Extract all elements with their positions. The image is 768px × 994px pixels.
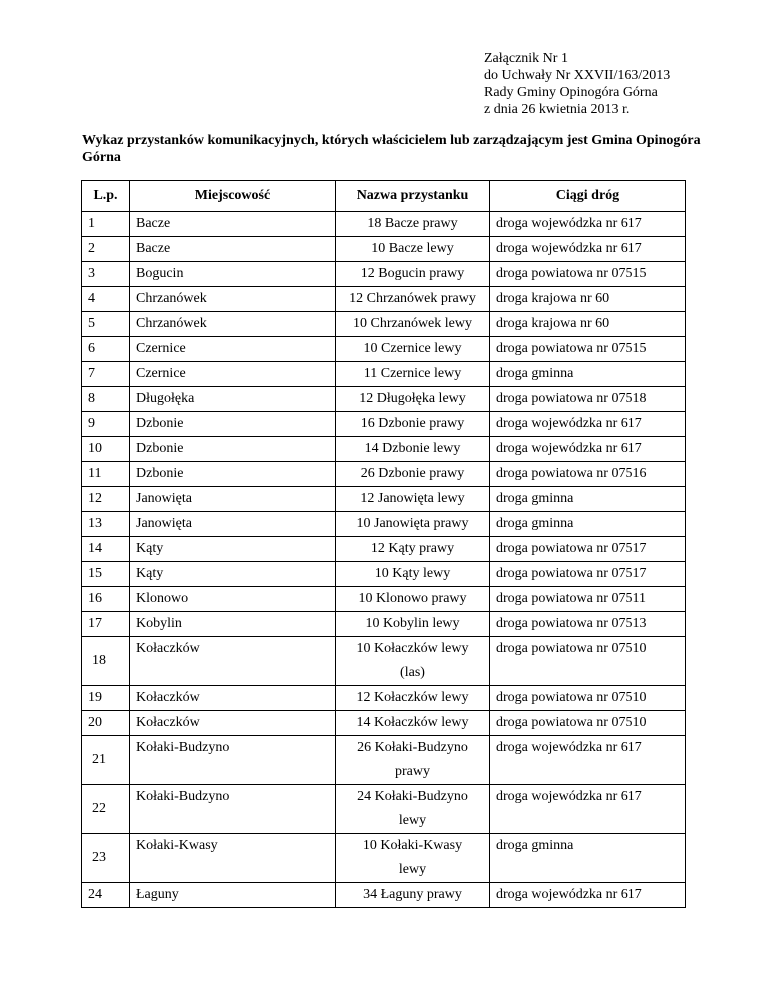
- row-road: droga wojewódzka nr 617: [490, 437, 686, 462]
- row-number: 20: [82, 711, 130, 736]
- table-row: [82, 612, 686, 637]
- row-place: Kołaki-Kwasy: [130, 834, 336, 883]
- row-road: droga powiatowa nr 07511: [490, 587, 686, 612]
- row-stop-name: [336, 834, 490, 883]
- resolution-number: do Uchwały Nr XXVII/163/2013: [484, 68, 671, 83]
- stop-name-line: 10 Chrzanówek lewy: [353, 316, 472, 331]
- row-stop-name: [336, 362, 490, 387]
- attachment-header: [484, 50, 670, 118]
- row-place: Czernice: [130, 362, 336, 387]
- stop-name-line: 10 Bacze lewy: [371, 241, 454, 256]
- row-road: droga powiatowa nr 07510: [490, 637, 686, 686]
- row-place: Klonowo: [130, 587, 336, 612]
- row-number: 17: [82, 612, 130, 637]
- stop-name-line: 12 Kołaczków lewy: [356, 690, 469, 705]
- row-place: Kołaki-Budzyno: [130, 785, 336, 834]
- table-row: [82, 487, 686, 512]
- column-header-road: Ciągi dróg: [490, 181, 686, 212]
- stop-name-line: 12 Długołęka lewy: [359, 391, 466, 406]
- table-row: [82, 637, 686, 686]
- bus-stops-table: [81, 180, 686, 908]
- row-number: 12: [82, 487, 130, 512]
- row-number: 5: [82, 312, 130, 337]
- row-place: Chrzanówek: [130, 287, 336, 312]
- column-header-place: Miejscowość: [130, 181, 336, 212]
- column-header-lp: L.p.: [82, 181, 130, 212]
- document-title: Wykaz przystanków komunikacyjnych, których właścicielem lub zarządzającym jest Gmina Opinogóra Górna: [82, 133, 701, 165]
- row-place: Dzbonie: [130, 462, 336, 487]
- row-place: Janowięta: [130, 512, 336, 537]
- row-road: droga powiatowa nr 07510: [490, 711, 686, 736]
- row-stop-name: [336, 462, 490, 487]
- row-place: Chrzanówek: [130, 312, 336, 337]
- row-place: Bacze: [130, 212, 336, 237]
- row-road: droga powiatowa nr 07517: [490, 562, 686, 587]
- row-place: Kąty: [130, 562, 336, 587]
- stop-name-line: 12 Bogucin prawy: [360, 266, 465, 281]
- row-road: droga wojewódzka nr 617: [490, 412, 686, 437]
- row-number: 11: [82, 462, 130, 487]
- stop-name-line: 10 Janowięta prawy: [356, 516, 469, 531]
- row-stop-name: [336, 785, 490, 834]
- row-stop-name: [336, 587, 490, 612]
- row-road: droga gminna: [490, 834, 686, 883]
- row-road: droga wojewódzka nr 617: [490, 883, 686, 908]
- council-name: Rady Gminy Opinogóra Górna: [484, 85, 658, 100]
- attachment-number: Załącznik Nr 1: [484, 51, 568, 66]
- row-place: Łaguny: [130, 883, 336, 908]
- stop-name-line: 12 Janowięta lewy: [360, 491, 465, 506]
- row-number: 7: [82, 362, 130, 387]
- row-road: droga gminna: [490, 487, 686, 512]
- row-place: Kołaczków: [130, 637, 336, 686]
- row-number: 14: [82, 537, 130, 562]
- stop-name-line: 10 Kołaczków lewy: [356, 641, 469, 656]
- row-number: 23: [82, 834, 130, 883]
- row-stop-name: [336, 562, 490, 587]
- row-stop-name: [336, 883, 490, 908]
- table-row: [82, 736, 686, 785]
- table-row: [82, 883, 686, 908]
- stop-name-line: 11 Czernice lewy: [363, 366, 462, 381]
- resolution-date: z dnia 26 kwietnia 2013 r.: [484, 102, 630, 117]
- row-road: droga wojewódzka nr 617: [490, 736, 686, 785]
- table-row: [82, 212, 686, 237]
- row-road: droga powiatowa nr 07516: [490, 462, 686, 487]
- row-number: 4: [82, 287, 130, 312]
- stop-name-line-2: lewy: [398, 862, 427, 877]
- row-stop-name: [336, 487, 490, 512]
- row-number: 1: [82, 212, 130, 237]
- row-road: droga powiatowa nr 07510: [490, 686, 686, 711]
- row-number: 22: [82, 785, 130, 834]
- table-row: [82, 237, 686, 262]
- stop-name-line: 10 Kąty lewy: [374, 566, 451, 581]
- row-road: droga wojewódzka nr 617: [490, 212, 686, 237]
- row-stop-name: [336, 337, 490, 362]
- table-row: [82, 262, 686, 287]
- row-place: Kąty: [130, 537, 336, 562]
- row-stop-name: [336, 412, 490, 437]
- row-road: droga wojewódzka nr 617: [490, 237, 686, 262]
- row-number: 8: [82, 387, 130, 412]
- row-place: Dzbonie: [130, 412, 336, 437]
- table-row: [82, 287, 686, 312]
- table-row: [82, 587, 686, 612]
- table-row: [82, 834, 686, 883]
- row-number: 18: [82, 637, 130, 686]
- row-place: Kobylin: [130, 612, 336, 637]
- row-stop-name: [336, 437, 490, 462]
- row-road: droga powiatowa nr 07513: [490, 612, 686, 637]
- row-stop-name: [336, 612, 490, 637]
- table-row: [82, 711, 686, 736]
- table-row: [82, 387, 686, 412]
- stop-name-line: 12 Kąty prawy: [370, 541, 455, 556]
- stop-name-line: 14 Kołaczków lewy: [356, 715, 469, 730]
- table-row: [82, 537, 686, 562]
- stop-name-line: 10 Kobylin lewy: [365, 616, 460, 631]
- row-number: 9: [82, 412, 130, 437]
- row-number: 16: [82, 587, 130, 612]
- table-row: [82, 462, 686, 487]
- row-stop-name: [336, 262, 490, 287]
- row-road: droga krajowa nr 60: [490, 287, 686, 312]
- row-stop-name: [336, 312, 490, 337]
- stop-name-line-2: (las): [400, 665, 425, 680]
- row-stop-name: [336, 686, 490, 711]
- row-road: droga gminna: [490, 362, 686, 387]
- row-stop-name: [336, 711, 490, 736]
- stop-name-line: 14 Dzbonie lewy: [364, 441, 461, 456]
- stop-name-line: 26 Dzbonie prawy: [360, 466, 465, 481]
- row-number: 21: [82, 736, 130, 785]
- row-place: Janowięta: [130, 487, 336, 512]
- table-header-row: [82, 181, 686, 212]
- row-place: Kołaczków: [130, 711, 336, 736]
- row-number: 13: [82, 512, 130, 537]
- row-stop-name: [336, 212, 490, 237]
- stop-name-line: 16 Dzbonie prawy: [360, 416, 465, 431]
- stop-name-line: 10 Kołaki-Kwasy: [362, 838, 463, 853]
- table-row: [82, 312, 686, 337]
- row-stop-name: [336, 537, 490, 562]
- row-road: droga krajowa nr 60: [490, 312, 686, 337]
- table-row: [82, 362, 686, 387]
- row-number: 24: [82, 883, 130, 908]
- row-place: Długołęka: [130, 387, 336, 412]
- row-stop-name: [336, 287, 490, 312]
- row-number: 10: [82, 437, 130, 462]
- stop-name-line-2: prawy: [395, 764, 430, 779]
- stop-name-line: 26 Kołaki-Budzyno: [357, 740, 468, 755]
- row-stop-name: [336, 387, 490, 412]
- stop-name-line: 12 Chrzanówek prawy: [349, 291, 476, 306]
- table-row: [82, 337, 686, 362]
- stop-name-line: 10 Czernice lewy: [363, 341, 462, 356]
- table-body: [82, 212, 686, 908]
- row-stop-name: [336, 637, 490, 686]
- row-road: droga powiatowa nr 07517: [490, 537, 686, 562]
- row-stop-name: [336, 512, 490, 537]
- row-place: Bogucin: [130, 262, 336, 287]
- row-road: droga gminna: [490, 512, 686, 537]
- row-number: 2: [82, 237, 130, 262]
- table-row: [82, 512, 686, 537]
- row-number: 6: [82, 337, 130, 362]
- row-number: 19: [82, 686, 130, 711]
- stop-name-line: 24 Kołaki-Budzyno: [357, 789, 468, 804]
- row-stop-name: [336, 736, 490, 785]
- row-road: droga powiatowa nr 07518: [490, 387, 686, 412]
- row-road: droga powiatowa nr 07515: [490, 262, 686, 287]
- row-number: 3: [82, 262, 130, 287]
- stop-name-line-2: lewy: [398, 813, 427, 828]
- row-place: Bacze: [130, 237, 336, 262]
- table-row: [82, 785, 686, 834]
- table-row: [82, 686, 686, 711]
- row-number: 15: [82, 562, 130, 587]
- row-place: Czernice: [130, 337, 336, 362]
- row-road: droga powiatowa nr 07515: [490, 337, 686, 362]
- row-stop-name: [336, 237, 490, 262]
- stop-name-line: 18 Bacze prawy: [367, 216, 458, 231]
- stop-name-line: 34 Łaguny prawy: [363, 887, 462, 902]
- row-place: Kołaki-Budzyno: [130, 736, 336, 785]
- table-row: [82, 562, 686, 587]
- stop-name-line: 10 Klonowo prawy: [358, 591, 467, 606]
- column-header-stop: Nazwa przystanku: [336, 181, 490, 212]
- row-place: Dzbonie: [130, 437, 336, 462]
- row-road: droga wojewódzka nr 617: [490, 785, 686, 834]
- row-place: Kołaczków: [130, 686, 336, 711]
- table-row: [82, 412, 686, 437]
- table-row: [82, 437, 686, 462]
